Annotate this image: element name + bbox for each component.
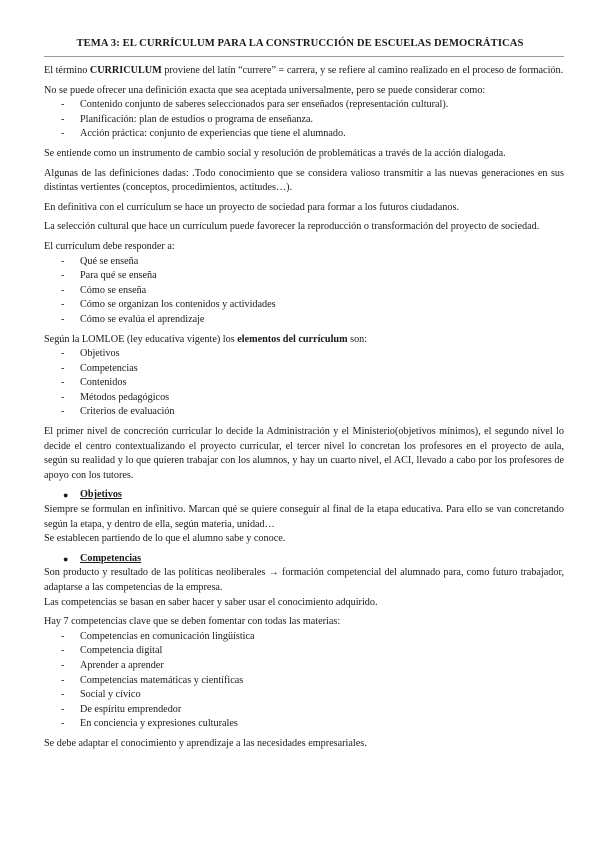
levels-paragraph: El primer nivel de concreción curricular lo decide la Administración y el Ministerio(objetivos mínimos), el segundo nivel lo decide el centro contextualizando el proyecto curricular, el tercer nivel lo concretan los profesores en el proyecto de aula, según su realidad y lo que quieren trabajar con los alumnos, y hay un cuarto nivel, el ACI, llevado a cabo por los profesores de apoyo con los tutores.: [44, 426, 564, 481]
respond-paragraph: El currículum debe responder a:: [44, 240, 175, 252]
list-item: - Objetivos: [44, 347, 564, 362]
respond-list: [44, 255, 564, 328]
definition-list: [44, 98, 564, 142]
list-item: - Acción práctica: conjunto de experiencias que tiene el alumnado.: [44, 127, 564, 142]
title-divider: [44, 56, 564, 57]
list-item: - Cómo se evalúa el aprendizaje: [44, 313, 564, 328]
list-item: - En conciencia y expresiones culturales: [44, 717, 564, 732]
list-item: - Competencias en comunicación lingüística: [44, 630, 564, 645]
page-title: TEMA 3: EL CURRÍCULUM PARA LA CONSTRUCCIÓN DE ESCUELAS DEMOCRÁTICAS: [76, 38, 524, 49]
list-item: - Planificación: plan de estudios o programa de enseñanza.: [44, 113, 564, 128]
curriculum-term: CURRICULUM: [89, 65, 162, 76]
list-item: - Competencias: [44, 362, 564, 377]
document-body: [44, 64, 564, 757]
list-item: - Aprender a aprender: [44, 659, 564, 674]
objetivos-paragraph: Siempre se formulan en infinitivo. Marcan qué se quiere conseguir al final de la etapa educativa. Para ello se van concretando según la etapa, y dentro de ella, según materia, unidad…: [44, 504, 564, 530]
project-paragraph: En definitiva con el currículum se hace un proyecto de sociedad para formar a los futuros ciudadanos.: [44, 201, 459, 213]
elements-term: elementos del currículum: [237, 333, 348, 345]
elements-paragraph: Según la LOMLOE (ley educativa vigente) los elementos del currículum son:: [44, 333, 368, 345]
competencias-list: [44, 630, 564, 732]
objetivos-paragraph-2: Se establecen partiendo de lo que el alumno sabe y conoce.: [44, 533, 286, 545]
definition-paragraph: No se puede ofrecer una definición exacta que sea aceptada universalmente, pero se puede considerar como:: [44, 84, 486, 96]
list-item: - Competencias matemáticas y científicas: [44, 674, 564, 689]
objetivos-heading: ● Objetivos: [44, 488, 564, 503]
instrument-paragraph: Se entiende como un instrumento de cambio social y resolución de problemáticas a través de la acción dialogada.: [44, 147, 506, 159]
list-item: - Métodos pedagógicos: [44, 391, 564, 406]
list-item: - Social y cívico: [44, 688, 564, 703]
competencias-paragraph-2: Las competencias se basan en saber hacer y saber usar el conocimiento adquirido.: [44, 596, 378, 608]
list-item: - Criterios de evaluación: [44, 405, 564, 420]
competencias-paragraph: Son producto y resultado de las políticas neoliberales → formación competencial del alumnado para, como futuro trabajador, adaptarse a las competencias de la empresa.: [44, 567, 564, 593]
selection-paragraph: La selección cultural que hace un currículum puede favorecer la reproducción o transformación del proyecto de sociedad.: [44, 221, 540, 233]
bullet-icon: ●: [63, 490, 69, 501]
elements-list: [44, 347, 564, 420]
list-item: - Contenidos: [44, 376, 564, 391]
competencias-heading: ● Competencias: [44, 552, 564, 567]
list-item: - Qué se enseña: [44, 255, 564, 270]
list-item: - Para qué se enseña: [44, 269, 564, 284]
list-item: - Competencia digital: [44, 644, 564, 659]
definitions-paragraph: Algunas de las definiciones dadas: .Todo conocimiento que se considera valioso transmitir a las nuevas generaciones en sus distintas vertientes (conceptos, procedimientos, actitudes…).: [44, 167, 564, 194]
bullet-icon: ●: [63, 553, 69, 564]
intro-paragraph: El término CURRICULUM proviene del latín “currere” = carrera, y se refiere al camino realizado en el proceso de formación.: [44, 65, 564, 76]
list-item: - De espíritu emprendedor: [44, 703, 564, 718]
list-item: - Cómo se organizan los contenidos y actividades: [44, 298, 564, 313]
competencias-paragraph-3: Hay 7 competencias clave que se deben fomentar con todas las materias:: [44, 616, 341, 628]
competencias-paragraph-4: Se debe adaptar el conocimiento y aprendizaje a las necesidades empresariales.: [44, 737, 367, 749]
list-item: - Cómo se enseña: [44, 284, 564, 299]
list-item: - Contenido conjunto de saberes seleccionados para ser enseñados (representación cultural).: [44, 98, 564, 113]
